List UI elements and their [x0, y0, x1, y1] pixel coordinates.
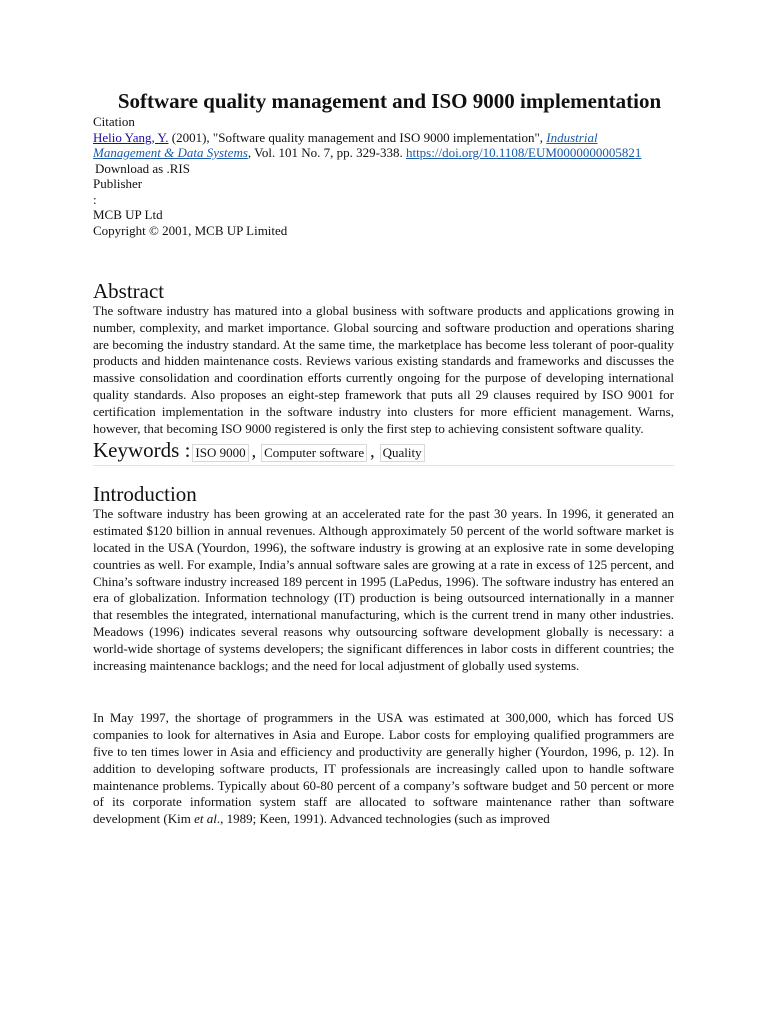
- abstract-heading: Abstract: [93, 279, 165, 303]
- introduction-paragraph-1: The software industry has been growing at an accelerated rate for the past 30 years. In 1996, it generated an estimated $120 billion in annual revenues. Although approximately 50 percent of the world software market is located in the USA (Yourdon, 1996), the software industry is growing at an explosive rate in some developing countries as well. For example, India’s annual software sales are growing at a rate in excess of 125 percent, and China’s software industry increased 189 percent in 1995 (LaPedus, 1996). The software industry has entered an era of globalization. Information technology (IT) production is being outsourced internationally in a manner that resembles the integrated, international manufacturing, which is the current trend in many other industries. Meadows (1996) indicates several reasons why outsourcing software development globally is necessary: a world-wide shortage of systems developers; the significant differences in labor costs in different countries; the increasing maintenance backlogs; and the need for local adjustment of globally used systems.: [93, 506, 674, 673]
- keyword-separator: ,: [251, 441, 257, 462]
- keyword-chip[interactable]: ISO 9000: [192, 444, 248, 462]
- citation-block: [93, 114, 674, 238]
- copyright-text: Copyright © 2001, MCB UP Limited: [93, 222, 288, 238]
- keywords-row: [93, 437, 674, 466]
- citation-label: Citation: [93, 114, 135, 129]
- keyword-chip[interactable]: Quality: [380, 444, 425, 462]
- abstract-text: The software industry has matured into a global business with software products and applications growing in number, complexity, and market importance. Global sourcing and software production and operations sharing are becoming the industry standard. At the same time, the marketplace has become less tolerant of poor-quality products and hidden maintenance costs. Reviews various existing standards and frameworks and discusses the massive consolidation and coordination efforts currently ongoing for the purpose of developing international quality standards. Also proposes an eight-step framework that puts all 29 clauses required by ISO 9001 for certification implementation in the software industry into clusters for more efficient management. Warns, however, that becoming ISO 9000 registered is only the first step to achieving consistent software quality.: [93, 303, 674, 436]
- publisher-name: MCB UP Ltd: [93, 207, 163, 222]
- introduction-paragraph-2: [93, 710, 674, 828]
- introduction-heading: Introduction: [93, 482, 197, 507]
- keyword-chip[interactable]: Computer software: [261, 444, 367, 462]
- citation-body: (2001), "Software quality management and ISO 9000 implementation",: [168, 129, 547, 145]
- et-al-italic: et al: [194, 811, 217, 827]
- publisher-colon: :: [93, 191, 97, 207]
- download-ris-link[interactable]: Download as .RIS: [95, 160, 190, 176]
- paragraph-2-text-a: In May 1997, the shortage of programmers in the USA was estimated at 300,000, which has forced US companies to look for alternatives in Asia and Europe. Labor costs for employing qualified programmers are five to ten times lower in Asia and efficiency and productivity are generally higher (Yourdon, 1996, p. 12). In addition to developing software products, IT professionals are increasingly called upon to handle software maintenance problems. Typically about 60-80 percent of a company’s software budget and 50 percent or more of its corporate information system staff are allocated to software maintenance rather than software development (Kim: [93, 710, 674, 827]
- keyword-separator: ,: [370, 441, 375, 462]
- journal-link[interactable]: Industrial Management & Data Systems: [93, 129, 598, 160]
- citation-text: [93, 130, 653, 161]
- paragraph-2-text-b: ., 1989; Keen, 1991). Advanced technologies (such as improved: [216, 811, 550, 827]
- author-link[interactable]: Helio Yang, Y.: [93, 129, 169, 145]
- article-title: Software quality management and ISO 9000 implementation: [117, 89, 662, 113]
- article-page: [93, 88, 674, 828]
- keywords-label: Keywords :: [93, 438, 191, 463]
- volume-text: , Vol. 101 No. 7, pp. 329-338.: [247, 145, 406, 160]
- doi-link[interactable]: https://doi.org/10.1108/EUM0000000005821: [405, 145, 642, 160]
- publisher-label: Publisher: [93, 176, 143, 191]
